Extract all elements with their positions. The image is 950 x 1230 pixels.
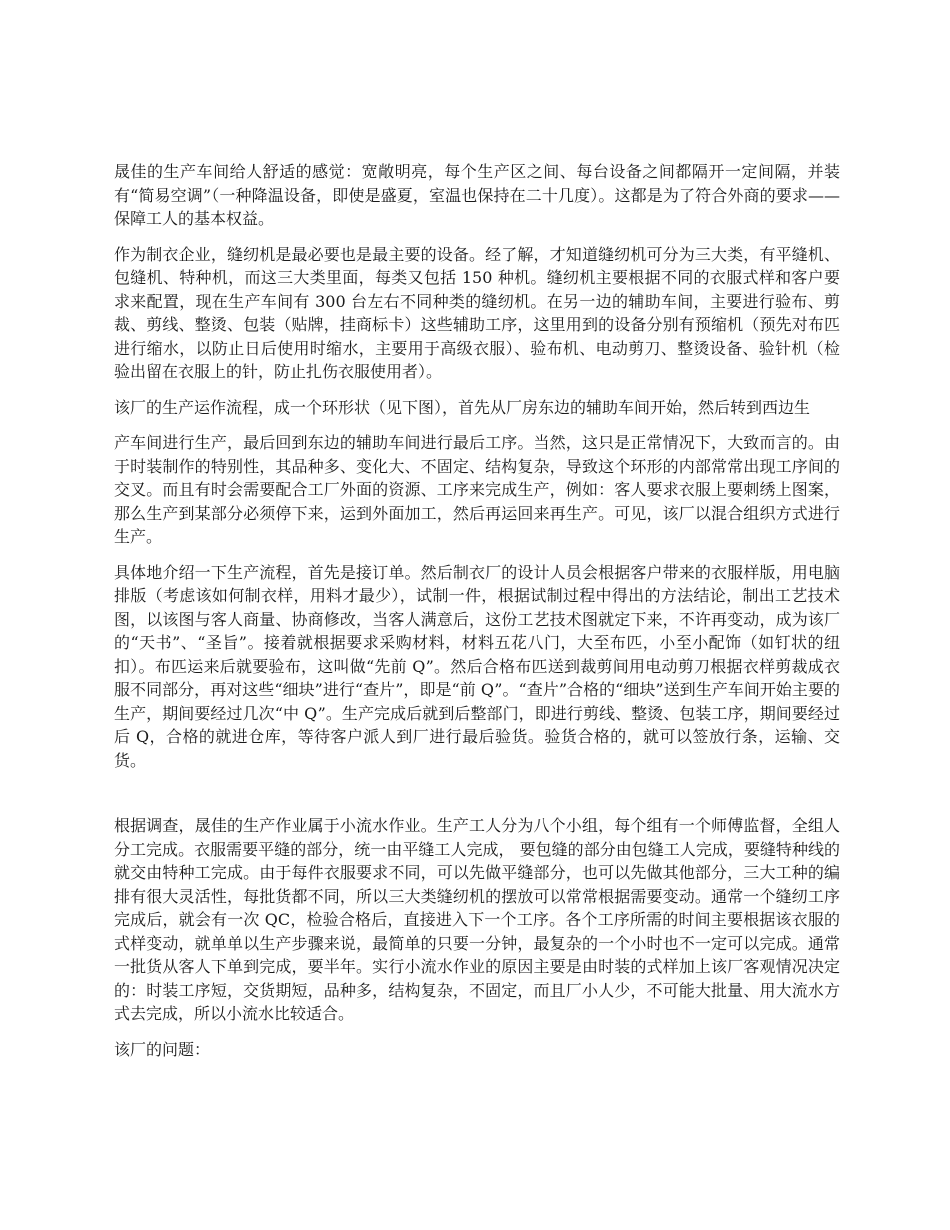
paragraph-factory-problems-heading: 该厂的问题： <box>114 1039 211 1059</box>
paragraph-sewing-machines: 作为制衣企业，缝纫机是最必要也是最主要的设备。经了解，才知道缝纫机可分为三大类，有平缝机、包缝机、特种机，而这三大类里面，每类又包括 150 种机。缝纫机主要根据不同的衣服式样和客户要求来配置，现在生产车间有 300 台左右不同种类的缝纫机。在另一边的辅助车间，主要进行验布、剪裁、剪线、整烫、包装（贴牌，挂商标卡）这些辅助工序，这里用到的设备分别有预缩机（预先对布匹进行缩水，以防止日后使用时缩水，主要用于高级衣服）、验布机、电动剪刀、整烫设备、验针机（检验出留在衣服上的针，防止扎伤衣服使用者）。 <box>114 244 840 381</box>
paragraph-production-process: 具体地介绍一下生产流程，首先是接订单。然后制衣厂的设计人员会根据客户带来的衣服样版，用电脑排版（考虑该如何制衣样，用料才最少），试制一件，根据试制过程中得出的方法结论，制出工艺技术图，以该图与客人商量、协商修改，当客人满意后，这份工艺技术图就定下来，不许再变动，成为该厂的“天书”、“圣旨”。接着就根据要求采购材料，材料五花八门，大至布匹，小至小配饰（如钉状的纽扣）。布匹运来后就要验布，这叫做“先前 Q”。然后合格布匹送到裁剪间用电动剪刀根据衣样剪裁成衣服不同部分，再对这些“细块”进行“查片”，即是“前 Q”。“查片”合格的“细块”送到生产车间开始主要的生产，期间要经过几次“中 Q”。生产完成后就到后整部门，即进行剪线、整烫、包装工序，期间要经过后 Q，合格的就进仓库，等待客户派人到厂进行最后验货。验货合格的，就可以签放行条，运输、交货。 <box>114 562 840 770</box>
paragraph-small-flow-operation: 根据调查，晟佳的生产作业属于小流水作业。生产工人分为八个小组，每个组有一个师傅监督，全组人分工完成。衣服需要平缝的部分，统一由平缝工人完成， 要包缝的部分由包缝工人完成，要缝特种线的就交由特种工完成。由于每件衣服要求不同，可以先做平缝部分，也可以先做其他部分，三大工种的编排有很大灵活性，每批货都不同，所以三大类缝纫机的摆放可以常常根据需要变动。通常一个缝纫工序完成后，就会有一次 QC，检验合格后，直接进入下一个工序。各个工序所需的时间主要根据该衣服的式样变动，就单单以生产步骤来说，最简单的只要一分钟，最复杂的一个小时也不一定可以完成。通常一批货从客人下单到完成，要半年。实行小流水作业的原因主要是由时装的式样加上该厂客观情况决定的：时装工序短，交货期短，品种多，结构复杂，不固定，而且厂小人少，不可能大批量、用大流水方式去完成，所以小流水比较适合。 <box>114 816 840 1023</box>
document-body <box>114 160 840 1073</box>
paragraph-production-flow-detail: 产车间进行生产，最后回到东边的辅助车间进行最后工序。当然，这只是正常情况下，大致而言的。由于时装制作的特别性，其品种多、变化大、不固定、结构复杂，导致这个环形的内部常常出现工序间的交叉。而且有时会需要配合工厂外面的资源、工序来完成生产，例如：客人要求衣服上要刺绣上图案，那么生产到某部分必须停下来，运到外面加工，然后再运回来再生产。可见，该厂以混合组织方式进行生产。 <box>114 433 840 546</box>
paragraph-workshop-environment: 晟佳的生产车间给人舒适的感觉：宽敞明亮，每个生产区之间、每台设备之间都隔开一定间隔，并装有“简易空调”（一种降温设备，即使是盛夏，室温也保持在二十几度）。这都是为了符合外商的要求——保障工人的基本权益。 <box>114 162 840 228</box>
paragraph-production-flow-intro: 该厂的生产运作流程，成一个环形状（见下图），首先从厂房东边的辅助车间开始，然后转到西边生 <box>114 397 811 417</box>
